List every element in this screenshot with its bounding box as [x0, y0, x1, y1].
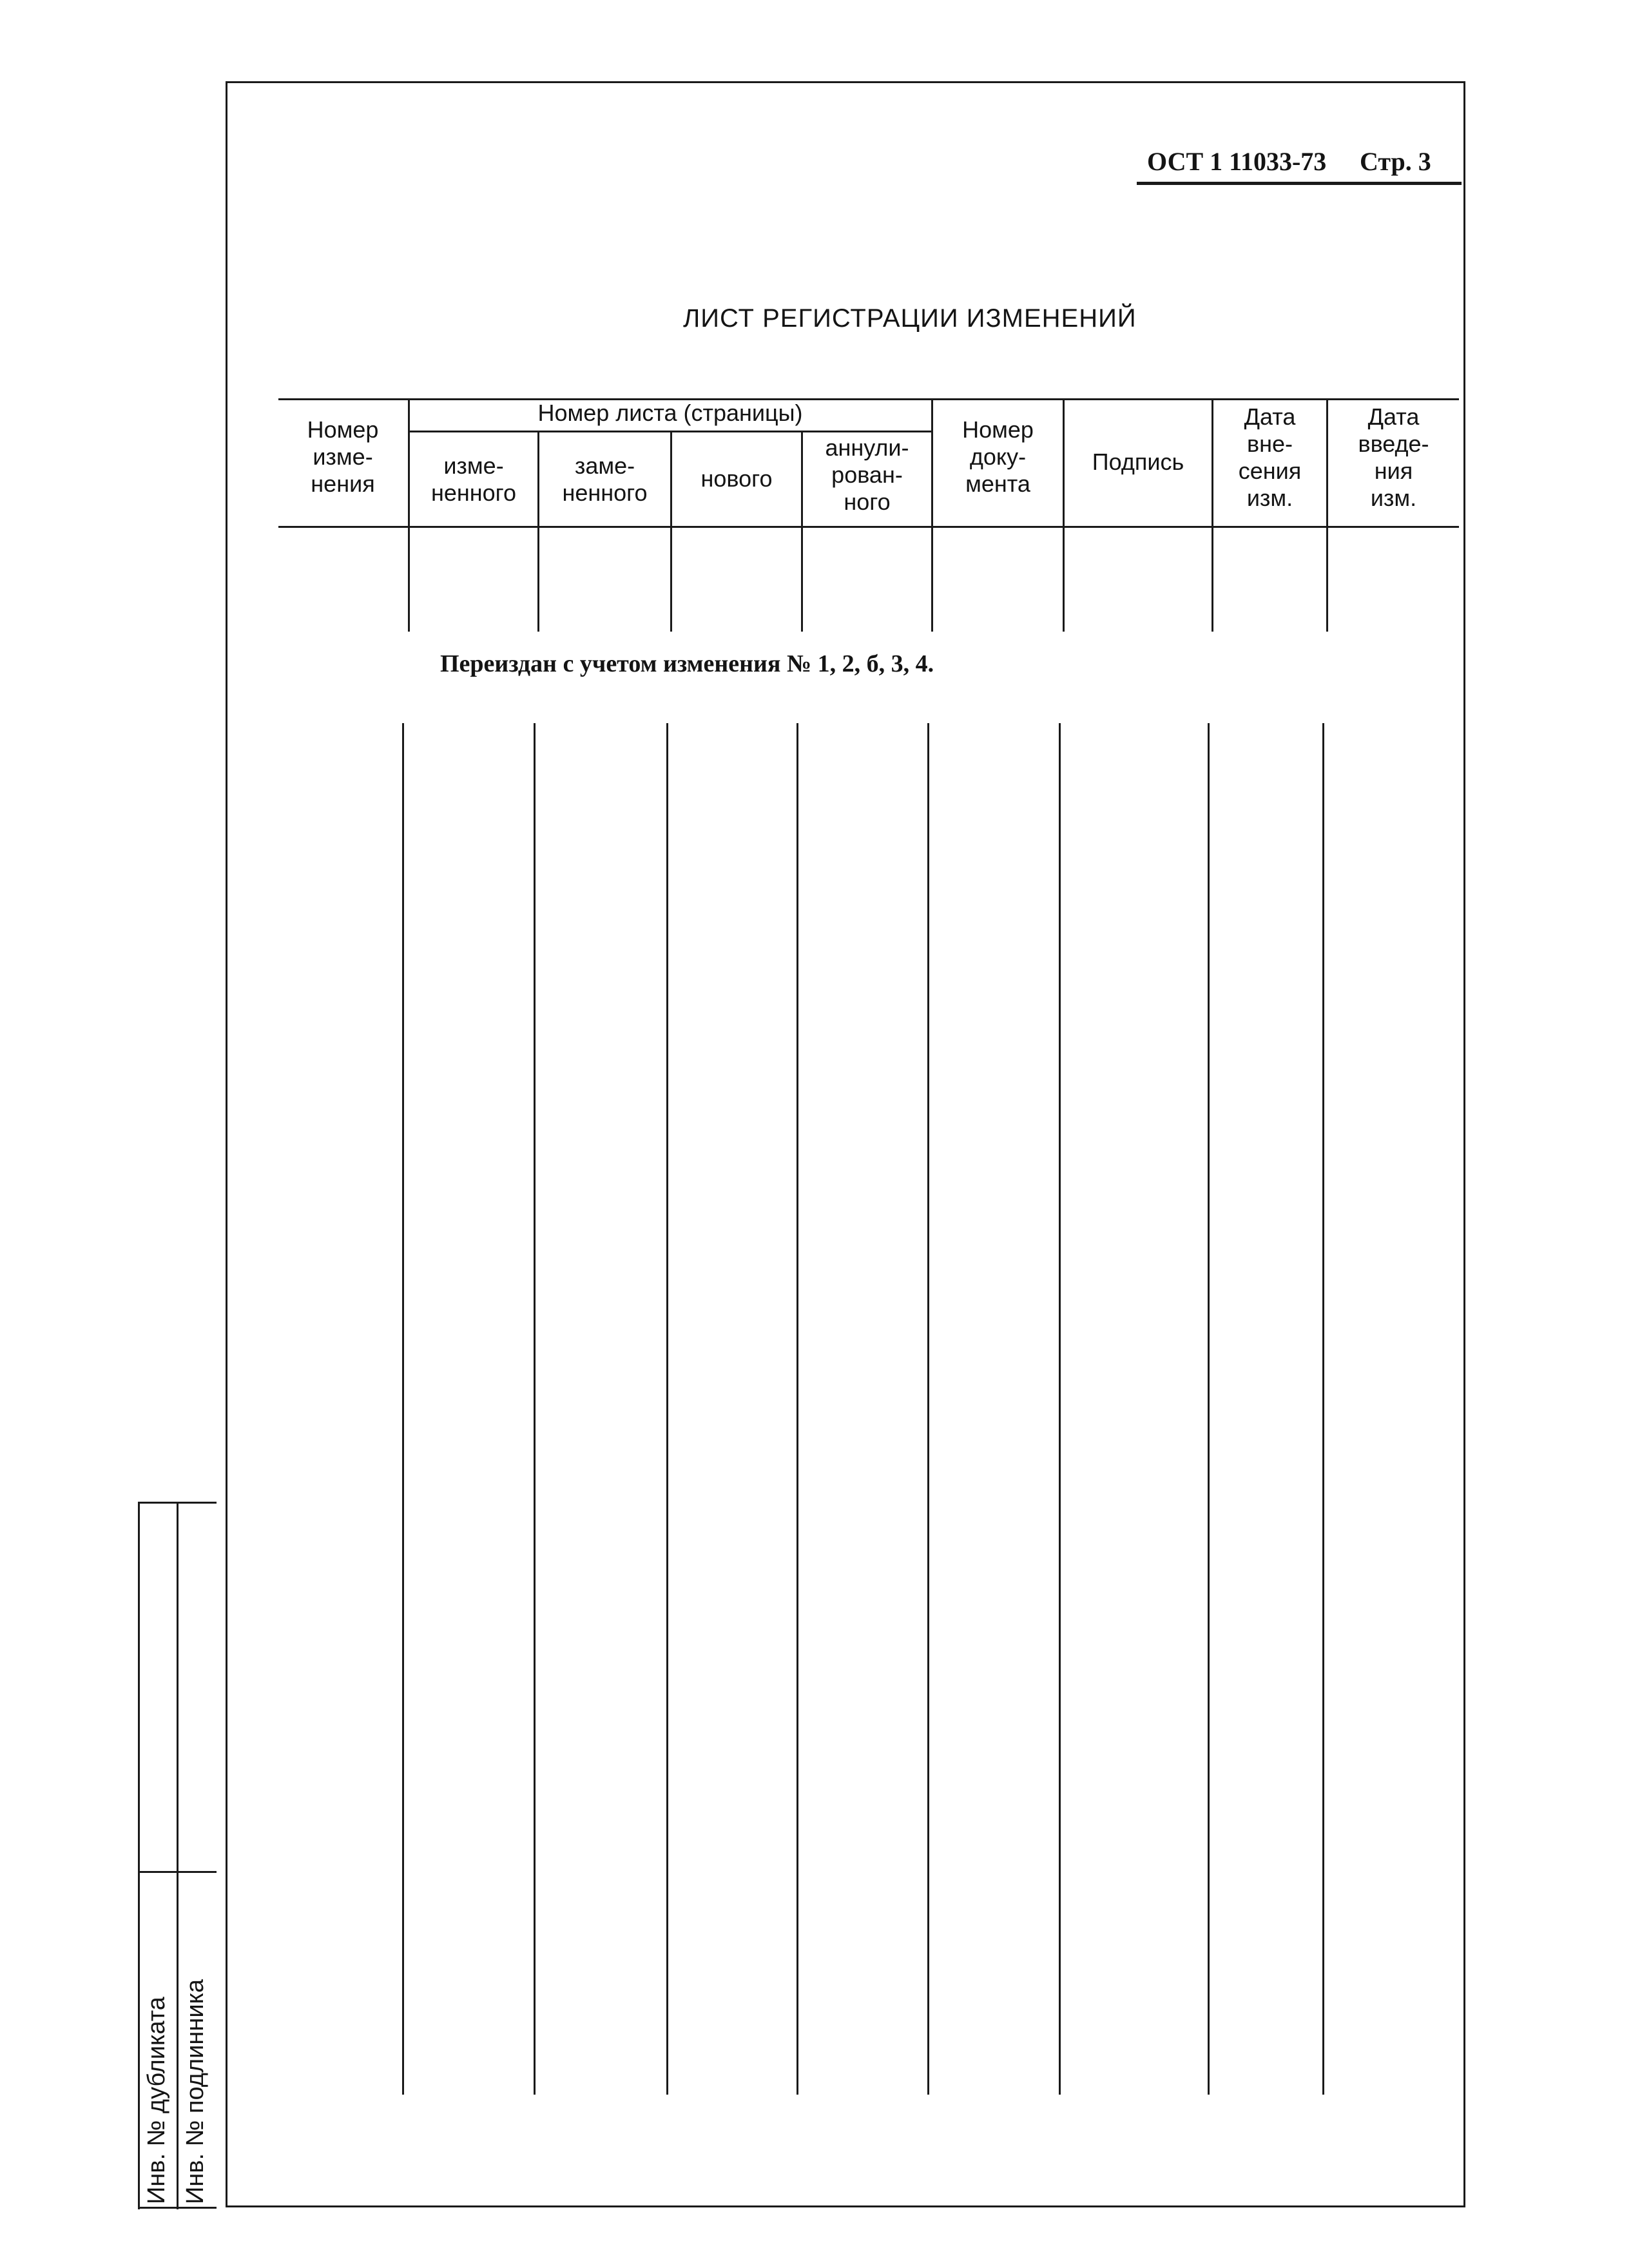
column-divider — [801, 527, 803, 632]
column-divider — [931, 527, 933, 632]
side-stamp-left-rule — [138, 1502, 140, 2209]
side-stamp-inner-rule — [177, 1502, 179, 2209]
column-divider — [1322, 723, 1324, 2095]
column-divider — [408, 527, 410, 632]
header-document-number: Номер доку- мента — [962, 416, 1034, 497]
document-code: ОСТ 1 11033-73 — [1147, 147, 1327, 176]
header-signature: Подпись — [1092, 449, 1184, 475]
header-sheet-number-group: Номер листа (страницы) — [537, 400, 803, 426]
header-change-number: Номер изме- нения — [307, 416, 379, 497]
column-divider — [1326, 527, 1328, 632]
duplicate-inventory-label: Инв. № дубликата — [143, 1997, 170, 2204]
column-divider — [534, 723, 536, 2095]
column-divider — [1059, 723, 1061, 2095]
side-stamp — [138, 1502, 217, 2209]
header-new: нового — [700, 465, 773, 492]
header-entry-date: Дата вне- сения изм. — [1238, 403, 1302, 511]
header-effective-date: Дата введе- ния изм. — [1358, 403, 1429, 511]
column-divider — [537, 527, 539, 632]
column-divider — [670, 527, 672, 632]
column-divider — [927, 723, 929, 2095]
document-header — [1137, 146, 1462, 185]
header-replaced: заме- ненного — [562, 452, 648, 506]
page-number: Стр. 3 — [1360, 147, 1431, 176]
table-header-bottom-rule — [278, 526, 1459, 528]
reissue-note: Переиздан с учетом изменения № 1, 2, б, 3, 4. — [440, 650, 934, 677]
column-divider — [1063, 527, 1065, 632]
original-inventory-label: Инв. № подлинника — [182, 1979, 209, 2204]
column-divider — [797, 723, 798, 2095]
header-changed: изме- ненного — [430, 452, 517, 506]
column-divider — [1208, 723, 1210, 2095]
sheet-title: ЛИСТ РЕГИСТРАЦИИ ИЗМЕНЕНИЙ — [683, 304, 1137, 333]
header-cancelled: аннули- рован- ного — [825, 434, 909, 515]
column-divider — [402, 723, 404, 2095]
column-divider — [1212, 527, 1213, 632]
column-divider — [666, 723, 668, 2095]
